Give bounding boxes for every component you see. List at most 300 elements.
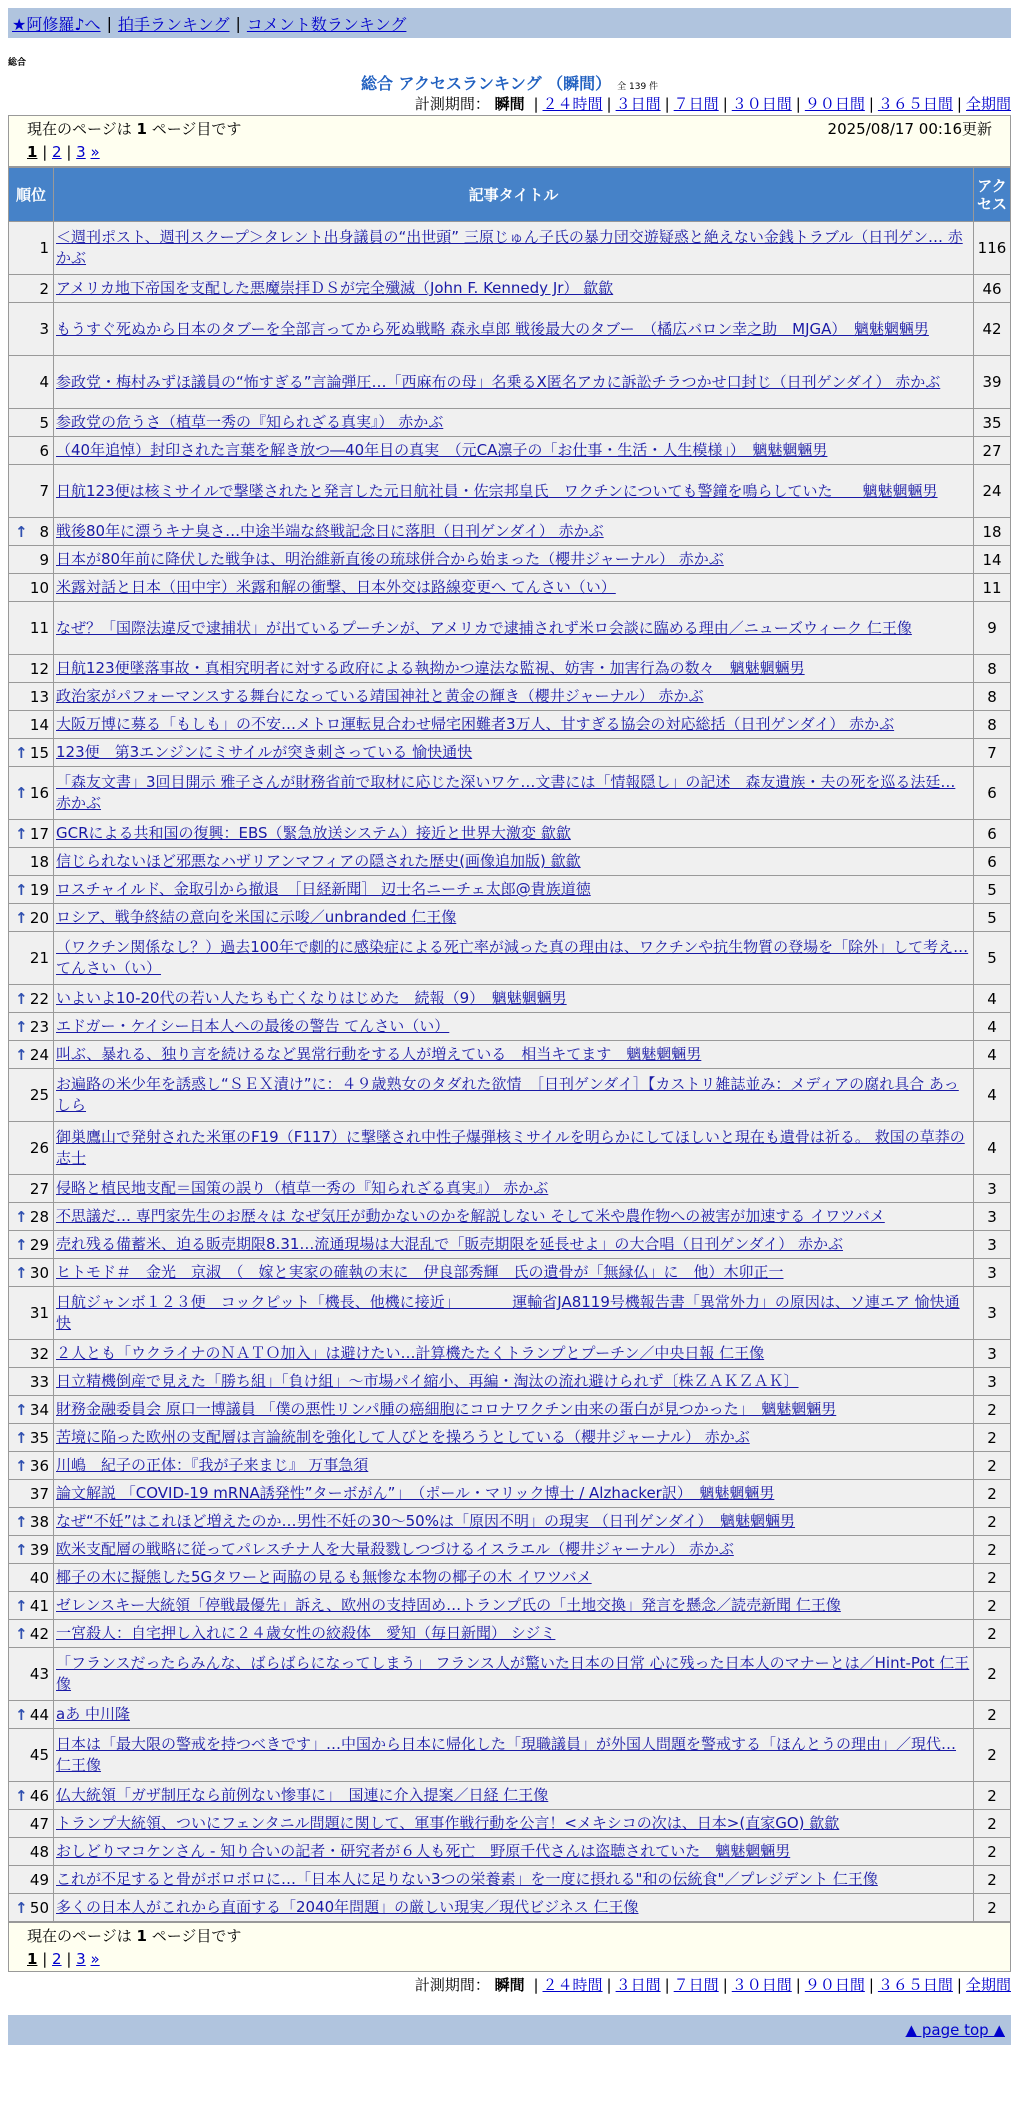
title-cell: [54, 1508, 974, 1536]
rank-cell: [9, 1810, 54, 1838]
rank-up-arrow-icon: ↑: [15, 1017, 28, 1036]
rank-number: 8: [39, 522, 49, 541]
table-row: [9, 1175, 1011, 1203]
access-count: 42: [974, 303, 1011, 356]
title-cell: [54, 1069, 974, 1122]
title-cell: [54, 1838, 974, 1866]
access-count: 4: [974, 985, 1011, 1013]
table-row: [9, 904, 1011, 932]
access-count: 27: [974, 437, 1011, 465]
article-link[interactable]: 椰子の木に擬態した5Gタワーと両脇の見るも無惨な本物の椰子の木 イワツバメ: [56, 1568, 592, 1586]
pager-page-3[interactable]: 3: [76, 1950, 86, 1968]
header-rank: 順位: [9, 168, 54, 222]
rank-number: 5: [39, 413, 49, 432]
pager-current: 1: [27, 143, 38, 161]
rank-up-arrow-icon: ↑: [15, 824, 28, 843]
rank-cell: [9, 711, 54, 739]
rank-number: 15: [29, 743, 49, 762]
rank-number: 13: [29, 687, 49, 706]
article-link[interactable]: ロシア、戦争終結の意向を米国に示唆／unbranded 仁王像: [56, 908, 457, 926]
rank-number: 22: [29, 989, 49, 1008]
title-cell: [54, 1480, 974, 1508]
rank-number: 32: [29, 1344, 49, 1363]
rank-number: 45: [29, 1746, 49, 1764]
article-link[interactable]: ヒトモド＃ 金光 京淑 （ 嫁と実家の確執の末に 伊良部秀輝 氏の遺骨が「無縁仏」に 他）木卯正一: [56, 1263, 784, 1281]
article-link[interactable]: GCRによる共和国の復興：EBS（緊急放送システム）接近と世界大激変 歙歙: [56, 824, 571, 842]
title-cell: [54, 1041, 974, 1069]
access-count: 2: [974, 1782, 1011, 1810]
article-link[interactable]: （ワクチン関係なし？）過去100年で劇的に感染症による死亡率が減った真の理由は、ワクチンや抗生物質の登場を「除外」して考え… てんさい（い）: [56, 938, 969, 977]
pager-page-2[interactable]: 2: [52, 1950, 62, 1968]
page-info-bottom: [8, 1922, 1011, 1972]
table-row: [9, 848, 1011, 876]
article-link[interactable]: 参政党・梅村みずほ議員の“怖すぎる”言論弾圧…「西麻布の母」名乗るX匿名アカに訴訟チラつかせ口封じ（日刊ゲンダイ） 赤かぶ: [56, 372, 941, 391]
access-count: 2: [974, 1592, 1011, 1620]
article-link[interactable]: 日航123便墜落事故・真相究明者に対する政府による執拗かつ違法な監視、妨害・加害行為の数々 魑魅魍魎男: [56, 659, 805, 677]
article-link[interactable]: ロスチャイルド、金取引から撤退 ［日経新聞］ 辺士名ニーチェ太郎@貴族道徳: [56, 880, 591, 898]
table-row: [9, 1231, 1011, 1259]
table-row: [9, 1396, 1011, 1424]
rank-number: 10: [29, 578, 49, 597]
access-count: 4: [974, 1122, 1011, 1175]
access-count: 24: [974, 465, 1011, 518]
rank-cell: [9, 1041, 54, 1069]
article-link[interactable]: 日本は「最大限の警戒を持つべきです」…中国から日本に帰化した「現職議員」が外国人問題を警戒する「ほんとうの理由」／現代… 仁王像: [56, 1735, 957, 1774]
pager-page-3[interactable]: 3: [76, 143, 86, 161]
rank-cell: [9, 437, 54, 465]
title-cell: [54, 820, 974, 848]
rank-cell: [9, 1069, 54, 1122]
access-count: 2: [974, 1894, 1011, 1922]
access-count: 2: [974, 1480, 1011, 1508]
period-link[interactable]: ３０日間: [731, 1976, 792, 1994]
ranking-table: [8, 167, 1011, 1922]
table-row: [9, 1424, 1011, 1452]
rank-up-arrow-icon: ↑: [15, 1624, 28, 1643]
period-separator: |: [795, 95, 801, 113]
rank-up-arrow-icon: ↑: [15, 1705, 28, 1724]
article-link[interactable]: アメリカ地下帝国を支配した悪魔崇拝ＤＳが完全殲滅（John F. Kennedy Jr） 歙歙: [56, 279, 614, 297]
page-info-top: [8, 115, 1011, 167]
rank-cell: [9, 1424, 54, 1452]
rank-cell: [9, 1013, 54, 1041]
table-row: [9, 655, 1011, 683]
table-row: [9, 739, 1011, 767]
article-link[interactable]: ２人とも「ウクライナのＮＡＴＯ加入」は避けたい…計算機たたくトランプとプーチン／中央日報 仁王像: [56, 1344, 765, 1362]
article-link[interactable]: ゼレンスキー大統領「停戦最優先」訴え、欧州の支持固め…トランプ氏の「土地交換」発言を懸念／読売新聞 仁王像: [56, 1596, 841, 1614]
title-cell: [54, 356, 974, 409]
table-row: [9, 1620, 1011, 1648]
access-count: 2: [974, 1536, 1011, 1564]
access-count: 2: [974, 1838, 1011, 1866]
article-link[interactable]: 日立精機倒産で見えた「勝ち組」「負け組」〜市場パイ縮小、再編・淘汰の流れ避けられず〔株ＺＡＫＺＡＫ〕: [56, 1372, 799, 1390]
clap-ranking-link[interactable]: 拍手ランキング: [117, 14, 230, 34]
access-count: 35: [974, 409, 1011, 437]
period-selector-bottom: [8, 1974, 1011, 1996]
article-link[interactable]: これが不足すると骨がボロボロに…「日本人に足りない3つの栄養素」を一度に摂れる"和の伝統食"／プレジデント 仁王像: [56, 1870, 878, 1888]
page-title: [8, 71, 1011, 93]
rank-up-arrow-icon: ↑: [15, 880, 28, 899]
rank-cell: [9, 1592, 54, 1620]
pager-next[interactable]: »: [90, 1950, 100, 1968]
period-link[interactable]: ３６５日間: [877, 1976, 953, 1994]
period-link[interactable]: ２４時間: [542, 1976, 603, 1994]
article-link[interactable]: aあ 中川隆: [56, 1705, 130, 1723]
rank-number: 3: [39, 320, 49, 338]
table-row: [9, 767, 1011, 820]
access-count: 3: [974, 1368, 1011, 1396]
article-link[interactable]: 123便 第3エンジンにミサイルが突き刺さっている 愉快通快: [56, 743, 473, 761]
rank-number: 29: [29, 1235, 49, 1254]
article-link[interactable]: 欧米支配層の戦略に従ってパレスチナ人を大量殺戮しつづけるイスラエル（櫻井ジャーナル） 赤かぶ: [56, 1540, 734, 1558]
access-count: 6: [974, 820, 1011, 848]
rank-cell: [9, 820, 54, 848]
article-link[interactable]: 多くの日本人がこれから直面する「2040年問題」の厳しい現実／現代ビジネス 仁王像: [56, 1898, 639, 1916]
period-link[interactable]: 全期間: [965, 95, 1011, 113]
rank-number: 17: [29, 824, 49, 843]
period-link[interactable]: ３日間: [615, 1976, 661, 1994]
article-link[interactable]: もうすぐ死ぬから日本のタブーを全部言ってから死ぬ戦略 森永卓郎 戦後最大のタブー （橘広バロン幸之助 MJGA） 魑魅魍魎男: [56, 319, 929, 338]
table-row: [9, 1452, 1011, 1480]
table-row: [9, 876, 1011, 904]
access-count: 5: [974, 876, 1011, 904]
period-link[interactable]: ３６５日間: [877, 95, 953, 113]
article-link[interactable]: 売れ残る備蓄米、迫る販売期限8.31…流通現場は大混乱で「販売期限を延長せよ」の大合唱（日刊ゲンダイ） 赤かぶ: [56, 1235, 843, 1253]
pager-top: 1 | 2 | 3 »: [27, 143, 100, 161]
rank-number: 14: [29, 715, 49, 734]
article-link[interactable]: 一宮殺人：自宅押し入れに２４歳女性の絞殺体 愛知（毎日新聞） シジミ: [56, 1624, 556, 1642]
rank-cell: [9, 356, 54, 409]
article-link[interactable]: （40年追悼）封印された言葉を解き放つ―40年目の真実 （元CA凛子の「お仕事・生活・人生模様」） 魑魅魍魎男: [56, 441, 828, 459]
rank-number: 16: [29, 784, 49, 802]
period-link[interactable]: ３０日間: [731, 95, 792, 113]
rank-cell: [9, 1508, 54, 1536]
rank-cell: [9, 546, 54, 574]
table-row: [9, 1340, 1011, 1368]
table-row: [9, 1259, 1011, 1287]
title-cell: [54, 655, 974, 683]
title-cell: [54, 739, 974, 767]
rank-cell: [9, 1564, 54, 1592]
pager-page-2[interactable]: 2: [52, 143, 62, 161]
table-row: [9, 1069, 1011, 1122]
table-row: [9, 820, 1011, 848]
rank-cell: [9, 985, 54, 1013]
rank-number: 28: [29, 1207, 49, 1226]
rank-number: 9: [39, 550, 49, 569]
period-link[interactable]: ９０日間: [804, 95, 865, 113]
table-row: [9, 985, 1011, 1013]
title-cell: [54, 1592, 974, 1620]
access-count: 2: [974, 1701, 1011, 1729]
period-separator: |: [664, 95, 670, 113]
access-count: 116: [974, 222, 1011, 275]
title-cell: [54, 767, 974, 820]
rank-number: 48: [29, 1842, 49, 1861]
period-separator: |: [533, 1976, 539, 1994]
rank-cell: [9, 1838, 54, 1866]
article-link[interactable]: 侵略と植民地支配＝国策の誤り（植草一秀の『知られざる真実』） 赤かぶ: [56, 1179, 549, 1197]
period-link[interactable]: ７日間: [673, 95, 719, 113]
title-cell: [54, 1782, 974, 1810]
access-count: 46: [974, 275, 1011, 303]
table-row: [9, 356, 1011, 409]
title-cell: [54, 1013, 974, 1041]
rank-cell: [9, 1231, 54, 1259]
title-cell: [54, 437, 974, 465]
rank-number: 23: [29, 1017, 49, 1036]
header-count: アクセス: [974, 168, 1011, 222]
title-cell: [54, 1259, 974, 1287]
access-count: 14: [974, 546, 1011, 574]
access-count: 4: [974, 1013, 1011, 1041]
access-count: 7: [974, 739, 1011, 767]
article-link[interactable]: 仏大統領「ガザ制圧なら前例ない惨事に」 国連に介入提案／日経 仁王像: [56, 1786, 549, 1804]
article-link[interactable]: 叫ぶ、暴れる、独り言を続けるなど異常行動をする人が増えている 相当キてます 魑魅魍魎男: [56, 1045, 702, 1063]
access-count: 3: [974, 1287, 1011, 1340]
rank-cell: [9, 1866, 54, 1894]
period-separator: |: [956, 1976, 962, 1994]
rank-cell: [9, 876, 54, 904]
rank-up-arrow-icon: ↑: [15, 1400, 28, 1419]
rank-cell: [9, 1259, 54, 1287]
rank-cell: [9, 574, 54, 602]
access-count: 8: [974, 683, 1011, 711]
access-count: 4: [974, 1041, 1011, 1069]
article-link[interactable]: 御巣鷹山で発射された米軍のF19（F117）に撃墜され中性子爆弾核ミサイルを明らかにしてほしいと現在も遺骨は祈る。 救国の草莽の志士: [56, 1128, 965, 1167]
title-cell: [54, 602, 974, 655]
period-link[interactable]: ３日間: [615, 95, 661, 113]
article-link[interactable]: エドガー・ケイシー日本人への最後の警告 てんさい（い）: [56, 1017, 450, 1035]
rank-up-arrow-icon: ↑: [15, 1786, 28, 1805]
title-cell: [54, 1810, 974, 1838]
table-row: [9, 683, 1011, 711]
article-link[interactable]: 「フランスだったらみんな、ばらばらになってしまう」 フランス人が驚いた日本の日常 心に残った日本人のマナーとは／Hint-Pot 仁王像: [56, 1654, 970, 1693]
period-separator: |: [956, 95, 962, 113]
rank-up-arrow-icon: ↑: [15, 1456, 28, 1475]
article-link[interactable]: 米露対話と日本（田中宇）米露和解の衝撃、日本外交は路線変更へ てんさい（い）: [56, 578, 616, 596]
top-nav-bar: [8, 8, 1011, 38]
table-row: [9, 465, 1011, 518]
period-label: 計測期間：: [414, 1976, 490, 1994]
article-link[interactable]: 大阪万博に募る「もしも」の不安…メトロ運転見合わせ帰宅困難者3万人、甘すぎる協会の対応総括（日刊ゲンダイ） 赤かぶ: [56, 715, 895, 733]
rank-cell: [9, 1368, 54, 1396]
comment-ranking-link[interactable]: コメント数ランキング: [246, 14, 407, 34]
access-count: 2: [974, 1396, 1011, 1424]
period-link[interactable]: ７日間: [673, 1976, 719, 1994]
rank-number: 35: [29, 1428, 49, 1447]
rank-up-arrow-icon: ↑: [15, 1428, 28, 1447]
rank-number: 20: [29, 908, 49, 927]
table-row: [9, 275, 1011, 303]
article-link[interactable]: 苦境に陥った欧州の支配層は言論統制を強化して人びとを操ろうとしている（櫻井ジャーナル） 赤かぶ: [56, 1428, 750, 1446]
title-cell: [54, 1648, 974, 1701]
title-cell: [54, 932, 974, 985]
title-cell: [54, 546, 974, 574]
rank-cell: [9, 1648, 54, 1701]
rank-cell: [9, 303, 54, 356]
rank-cell: [9, 1620, 54, 1648]
rank-cell: [9, 1452, 54, 1480]
pager-bottom: 1 | 2 | 3 »: [27, 1950, 100, 1968]
rank-number: 42: [29, 1624, 49, 1643]
access-count: 3: [974, 1231, 1011, 1259]
access-count: 2: [974, 1648, 1011, 1701]
pager-next[interactable]: »: [90, 143, 100, 161]
table-row: [9, 1508, 1011, 1536]
title-cell: [54, 275, 974, 303]
article-link[interactable]: ＜週刊ポスト、週刊スクープ＞タレント出身議員の“出世頭” 三原じゅん子氏の暴力団交遊疑惑と絶えない金銭トラブル（日刊ゲン… 赤かぶ: [56, 228, 963, 267]
rank-cell: [9, 1480, 54, 1508]
rank-number: 39: [29, 1540, 49, 1559]
period-separator: |: [664, 1976, 670, 1994]
rank-cell: [9, 602, 54, 655]
rank-cell: [9, 767, 54, 820]
title-cell: [54, 1701, 974, 1729]
table-row: [9, 574, 1011, 602]
table-row: [9, 1648, 1011, 1701]
rank-up-arrow-icon: ↑: [15, 1045, 28, 1064]
rank-number: 7: [39, 482, 49, 500]
access-count: 11: [974, 574, 1011, 602]
article-link[interactable]: お遍路の米少年を誘惑し“ＳＥＸ漬け”に：４９歳熟女のタダれた欲情 ［日刊ゲンダイ］【カストリ雑誌並み：メディアの腐れ具合 あっしら: [56, 1075, 959, 1114]
access-count: 9: [974, 602, 1011, 655]
article-link[interactable]: 政治家がパフォーマンスする舞台になっている靖国神社と黄金の輝き（櫻井ジャーナル） 赤かぶ: [56, 687, 704, 705]
table-row: [9, 711, 1011, 739]
title-cell: [54, 711, 974, 739]
access-count: 18: [974, 518, 1011, 546]
access-count: 2: [974, 1620, 1011, 1648]
period-link[interactable]: ９０日間: [804, 1976, 865, 1994]
table-row: [9, 1536, 1011, 1564]
rank-number: 34: [29, 1400, 49, 1419]
title-cell: [54, 1564, 974, 1592]
period-separator: |: [722, 1976, 728, 1994]
period-current: 瞬間: [494, 1976, 525, 1994]
rank-number: 38: [29, 1512, 49, 1531]
rank-up-arrow-icon: ↑: [15, 989, 28, 1008]
access-count: 3: [974, 1340, 1011, 1368]
period-link[interactable]: 全期間: [965, 1976, 1011, 1994]
table-row: [9, 1782, 1011, 1810]
nav-separator: |: [235, 13, 241, 33]
table-row: [9, 409, 1011, 437]
table-row: [9, 1729, 1011, 1782]
access-count: 2: [974, 1424, 1011, 1452]
rank-cell: [9, 848, 54, 876]
rank-number: 40: [29, 1568, 49, 1587]
table-row: [9, 1701, 1011, 1729]
table-row: [9, 546, 1011, 574]
article-link[interactable]: 参政党の危うさ（植草一秀の『知られざる真実』） 赤かぶ: [56, 413, 444, 431]
rank-number: 18: [29, 852, 49, 871]
article-link[interactable]: 論文解説 「COVID-19 mRNA誘発性”ターボがん”」 （ポール・マリック博士 / Alzhacker訳） 魑魅魍魎男: [56, 1484, 775, 1502]
article-link[interactable]: 日本が80年前に降伏した戦争は、明治維新直後の琉球併合から始まった（櫻井ジャーナル） 赤かぶ: [56, 550, 724, 568]
title-cell: [54, 1396, 974, 1424]
pager-current: 1: [27, 1950, 38, 1968]
table-row: [9, 1866, 1011, 1894]
table-row: [9, 1894, 1011, 1922]
table-row: [9, 932, 1011, 985]
table-row: [9, 1287, 1011, 1340]
rank-cell: [9, 1894, 54, 1922]
article-link[interactable]: 日航123便は核ミサイルで撃墜されたと発言した元日航社員・佐宗邦皇氏 ワクチンについても警鐘を鳴らしていた 魑魅魍魎男: [56, 481, 938, 500]
page-indicator: 現在のページは 1 ページ目です: [27, 1927, 242, 1945]
article-link[interactable]: なぜ？「国際法違反で逮捕状」が出ているプーチンが、アメリカで逮捕されず米ロ会談に臨める理由／ニューズウィーク 仁王像: [56, 618, 912, 637]
rank-number: 43: [29, 1665, 49, 1683]
rank-cell: [9, 932, 54, 985]
rank-number: 6: [39, 441, 49, 460]
article-link[interactable]: 不思議だ… 専門家先生のお歴々は なぜ気圧が動かないのかを解説しない そして米や農作物への被害が加速する イワツバメ: [56, 1207, 885, 1225]
period-separator: |: [868, 95, 874, 113]
table-row: [9, 1122, 1011, 1175]
rank-up-arrow-icon: ↑: [15, 784, 28, 802]
period-separator: |: [722, 95, 728, 113]
rank-number: 41: [29, 1596, 49, 1615]
access-count: 6: [974, 848, 1011, 876]
period-separator: |: [606, 1976, 612, 1994]
rank-cell: [9, 518, 54, 546]
table-row: [9, 1013, 1011, 1041]
article-link[interactable]: 「森友文書」3回目開示 雅子さんが財務省前で取材に応じた深いワケ…文書には「情報隠し」の記述 森友遺族・夫の死を巡る法廷… 赤かぶ: [56, 773, 956, 812]
category-label: 総合: [8, 58, 27, 68]
rank-cell: [9, 465, 54, 518]
rank-number: 21: [29, 949, 49, 967]
access-count: 2: [974, 1508, 1011, 1536]
period-separator: |: [868, 1976, 874, 1994]
article-link[interactable]: おしどりマコケンさん - 知り合いの記者・研究者が６人も死亡 野原千代さんは盗聴されていた 魑魅魍魎男: [56, 1842, 791, 1860]
article-link[interactable]: トランプ大統領、ついにフェンタニル問題に関して、軍事作戦行動を公言！<メキシコの次は、日本>(直家GO) 歙歙: [56, 1814, 840, 1832]
nav-separator: |: [106, 13, 112, 33]
title-cell: [54, 683, 974, 711]
access-count: 5: [974, 932, 1011, 985]
rank-cell: [9, 222, 54, 275]
rank-cell: [9, 1729, 54, 1782]
article-link[interactable]: 戦後80年に漂うキナ臭さ…中途半端な終戦記念日に落胆（日刊ゲンダイ） 赤かぶ: [56, 522, 604, 540]
rank-number: 26: [29, 1139, 49, 1157]
page-top-link[interactable]: ▲ page top ▲: [905, 2021, 1005, 2039]
table-row: [9, 437, 1011, 465]
title-cell: [54, 465, 974, 518]
rank-up-arrow-icon: ↑: [15, 1540, 28, 1559]
title-cell: [54, 1536, 974, 1564]
rank-up-arrow-icon: ↑: [15, 1207, 28, 1226]
article-link[interactable]: 財務金融委員会 原口一博議員 「僕の悪性リンパ腫の癌細胞にコロナワクチン由来の蛋白が見つかった」 魑魅魍魎男: [56, 1400, 837, 1418]
table-row: [9, 1203, 1011, 1231]
site-home-link[interactable]: ★阿修羅♪へ: [12, 14, 101, 34]
period-label: 計測期間：: [414, 95, 490, 113]
article-link[interactable]: 日航ジャンボ１２３便 コックピット「機長、他機に接近」 運輸省JA8119号機報告書「異常外力」の原因は、ソ連エア 愉快通快: [56, 1293, 960, 1332]
access-count: 6: [974, 767, 1011, 820]
article-link[interactable]: いよいよ10-20代の若い人たちも亡くなりはじめた 続報（9） 魑魅魍魎男: [56, 989, 567, 1007]
title-cell: [54, 518, 974, 546]
article-link[interactable]: なぜ“不妊”はこれほど増えたのか…男性不妊の30〜50%は「原因不明」の現実 （日刊ゲンダイ） 魑魅魍魎男: [56, 1512, 796, 1530]
rank-cell: [9, 1536, 54, 1564]
rank-cell: [9, 1340, 54, 1368]
period-link[interactable]: ２４時間: [542, 95, 603, 113]
rank-cell: [9, 1175, 54, 1203]
access-count: 2: [974, 1866, 1011, 1894]
table-row: [9, 1592, 1011, 1620]
article-link[interactable]: 信じられないほど邪悪なハザリアンマフィアの隠された歴史(画像追加版) 歙歙: [56, 852, 581, 870]
rank-up-arrow-icon: ↑: [15, 1235, 28, 1254]
title-cell: [54, 1175, 974, 1203]
article-link[interactable]: 川嶋 紀子の正体：『我が子来まじ』 万事急須: [56, 1456, 369, 1474]
table-row: [9, 1041, 1011, 1069]
period-current: 瞬間: [494, 95, 525, 113]
period-selector-top: [8, 93, 1011, 115]
title-cell: [54, 848, 974, 876]
